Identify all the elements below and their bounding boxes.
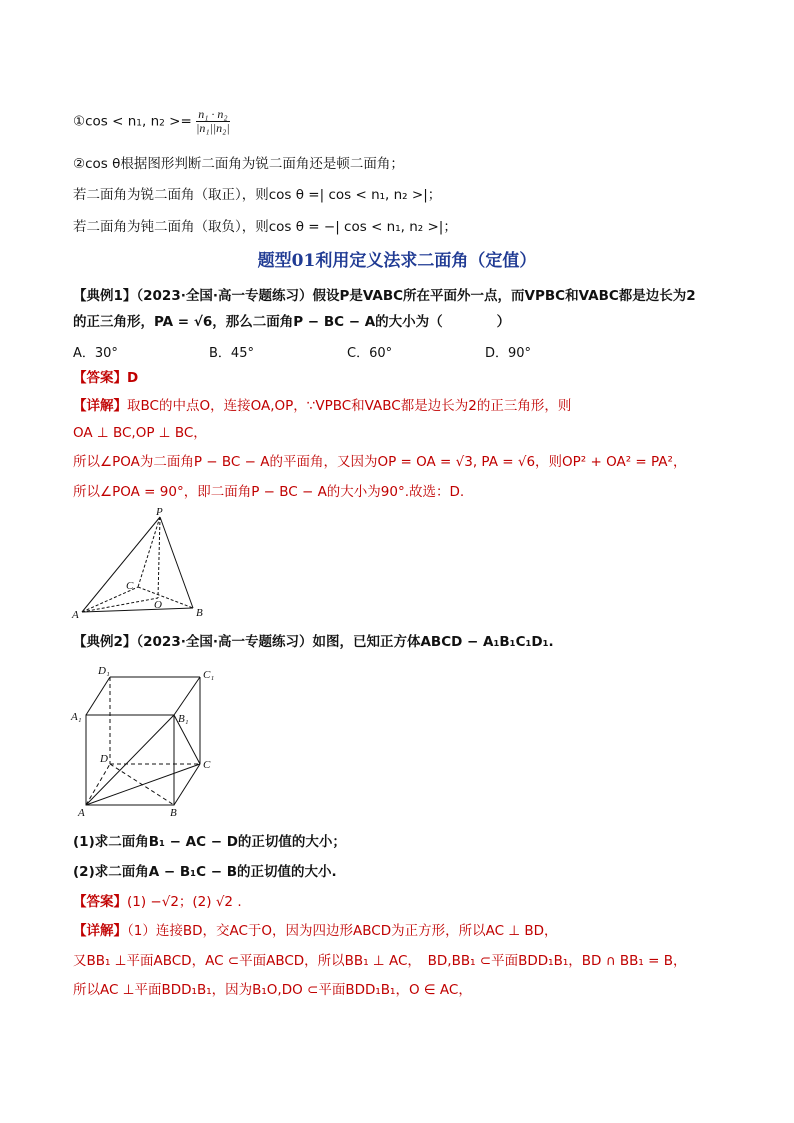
- fraction-numerator: n₁ · n₂: [196, 108, 230, 122]
- detail-tag: 【详解】: [73, 923, 127, 939]
- example1-head: 【典例1】（2023·全国·高一专题练习）假设P是VABC所在平面外一点，而VPBC和VABC都是边长为2: [73, 288, 696, 304]
- answer-value: D: [127, 370, 139, 386]
- formula-line-2: ②cos θ根据图形判断二面角为锐二面角还是顿二面角；: [73, 156, 404, 172]
- label-b1: B₁: [178, 713, 189, 725]
- section-title: 题型01利用定义法求二面角（定值）: [257, 251, 537, 271]
- fraction-denominator: |n₁||n₂|: [196, 121, 230, 135]
- label-a1: A₁: [71, 711, 82, 723]
- option-a: A．30°: [73, 346, 118, 361]
- detail-text-1: 取BC的中点O，连接OA,OP，∵VPBC和VABC都是边长为2的正三角形，则: [127, 398, 572, 414]
- tetrahedron-figure: [70, 505, 220, 620]
- label-b: B: [196, 607, 203, 619]
- answer-tag: 【答案】: [73, 370, 127, 386]
- detail-text-1: （1）连接BD，交AC于O，因为四边形ABCD为正方形，所以AC ⊥ BD，: [127, 923, 558, 939]
- answer-value: (1) −√2；(2) √2 .: [127, 894, 242, 910]
- example2-question-1: (1)求二面角B₁ − AC − D的正切值的大小；: [73, 834, 346, 850]
- formula-line-3: 若二面角为锐二面角（取正），则cos θ =| cos < n₁, n₂ >|；: [73, 187, 442, 203]
- example2-detail-2: 又BB₁ ⊥平面ABCD，AC ⊂平面ABCD，所以BB₁ ⊥ AC， BD,BB₁ ⊂平面BDD₁B₁，BD ∩ BB₁ = B，: [73, 953, 687, 969]
- example1-head-2: 的正三角形，PA = √6，那么二面角P − BC − A的大小为（ ）: [73, 314, 511, 330]
- option-d: D．90°: [485, 346, 532, 361]
- example1-detail-1: [73, 396, 571, 416]
- option-c: C．60°: [347, 346, 393, 361]
- cos-formula-line: ①cos < n1, n2 >= $\frac{\text{n₁ · n₂}}{\text{|n₁||n₂|}}$: [73, 107, 230, 135]
- example2-answer: [73, 892, 242, 912]
- answer-tag: 【答案】: [73, 894, 127, 910]
- example2-detail-1: [73, 921, 558, 941]
- label-d1: D₁: [98, 665, 110, 677]
- label-c: C: [126, 580, 134, 592]
- label-d: D: [100, 753, 108, 765]
- cos-prefix: ①cos < n: [73, 113, 137, 130]
- example1-detail-4: 所以∠POA = 90°，即二面角P − BC − A的大小为90°.故选：D.: [73, 484, 465, 500]
- label-a: A: [72, 609, 79, 620]
- cube-figure: [70, 660, 220, 820]
- example1-answer: [73, 368, 138, 388]
- label-p: P: [156, 506, 163, 518]
- example2-head: 【典例2】（2023·全国·高一专题练习）如图，已知正方体ABCD − A₁B₁C₁D₁.: [73, 634, 554, 650]
- example2-detail-3: 所以AC ⊥平面BDD₁B₁，因为B₁O,DO ⊂平面BDD₁B₁，O ∈ AC，: [73, 982, 472, 998]
- label-b: B: [170, 807, 177, 819]
- detail-tag: 【详解】: [73, 398, 127, 414]
- example1-detail-2: OA ⊥ BC,OP ⊥ BC，: [73, 425, 207, 441]
- label-c1: C₁: [203, 669, 215, 681]
- label-o: O: [154, 599, 162, 611]
- cos-eq: >=: [164, 113, 192, 130]
- label-a: A: [78, 807, 85, 819]
- cos-fraction: [196, 108, 230, 135]
- example2-question-2: (2)求二面角A − B₁C − B的正切值的大小.: [73, 864, 337, 880]
- cos-mid: , n: [142, 113, 160, 130]
- option-b: B．45°: [209, 346, 254, 361]
- label-c: C: [203, 759, 211, 771]
- formula-line-4: 若二面角为钝二面角（取负），则cos θ = −| cos < n₁, n₂ >|；: [73, 219, 457, 235]
- example1-detail-3: 所以∠POA为二面角P − BC − A的平面角，又因为OP = OA = √3, PA = √6，则OP² + OA² = PA²，: [73, 454, 687, 470]
